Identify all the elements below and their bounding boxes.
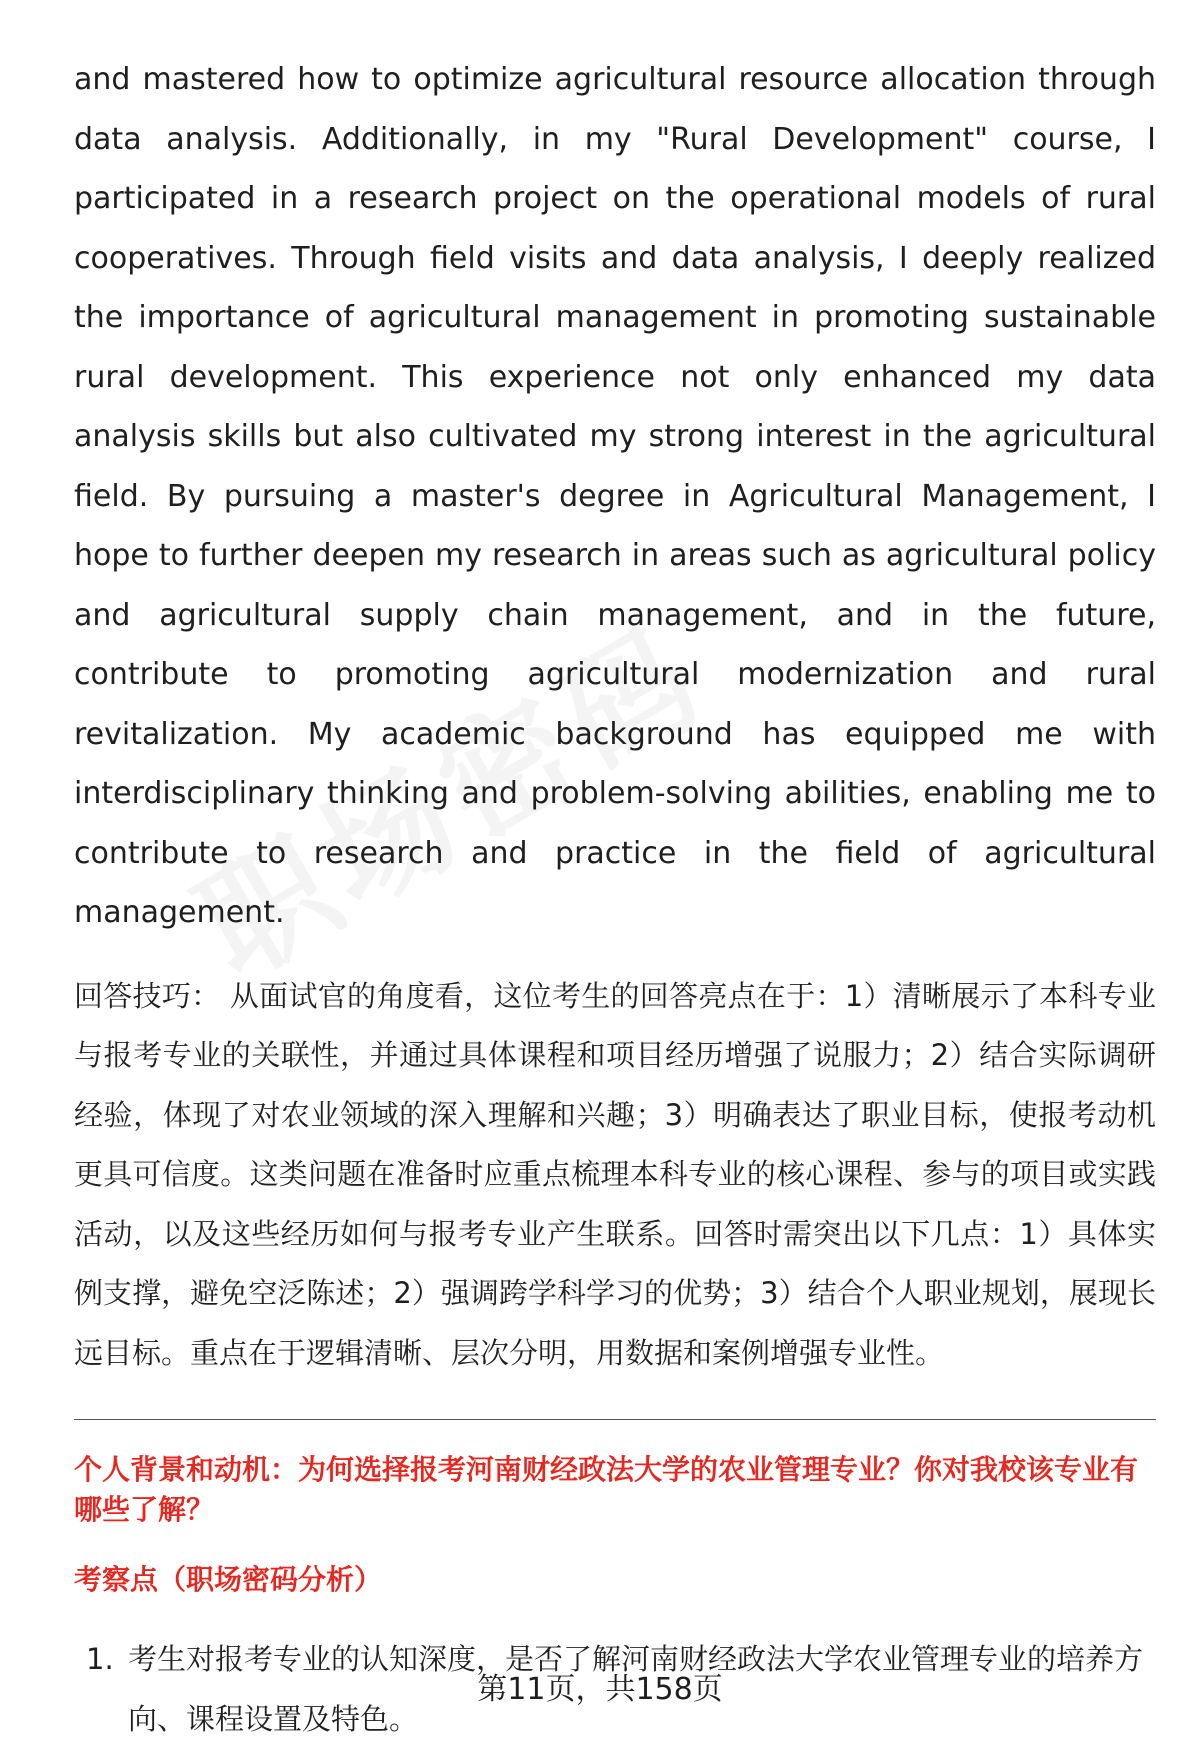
list-item-number: 1.	[86, 1642, 114, 1676]
answer-tips-paragraph: 回答技巧： 从面试官的角度看，这位考生的回答亮点在于：1）清晰展示了本科专业与报考专业的关联性，并通过具体课程和项目经历增强了说服力；2）结合实际调研经验，体现了对农业领域的深入理解和兴趣；3）明确表达了职业目标，使报考动机更具可信度。这类问题在准备时应重点梳理本科专业的核心课程、参与的项目或实践活动，以及这些经历如何与报考专业产生联系。回答时需突出以下几点：1）具体实例支撑，避免空泛陈述；2）强调跨学科学习的优势；3）结合个人职业规划，展现长远目标。重点在于逻辑清晰、层次分明，用数据和案例增强专业性。	[74, 978, 1156, 1370]
list-item-text: 考生对报考专业的认知深度，是否了解河南财经政法大学农业管理专业的培养方向、课程设置及特色。	[128, 1642, 1144, 1736]
question-heading: 个人背景和动机：为何选择报考河南财经政法大学的农业管理专业？你对我校该专业有哪些了解？	[74, 1453, 1139, 1526]
english-answer-paragraph: and mastered how to optimize agricultural resource allocation through data analysis. Additionally, in my "Rural Development" course, I participated in a research project on the operational models of rural cooperatives. Through field visits and data analysis, I deeply realized the importance of agricultural management in promoting sustainable rural development. This experience not only enhanced my data analysis skills but also cultivated my strong interest in the agricultural field. By pursuing a master's degree in Agricultural Management, I hope to further deepen my research in areas such as agricultural policy and agricultural supply chain management, and in the future, contribute to promoting agricultural modernization and rural revitalization. My academic background has equipped me with interdisciplinary thinking and problem-solving abilities, enabling me to contribute to research and practice in the field of agricultural management.	[74, 62, 1156, 930]
page-number-footer: 第11页，共158页	[477, 1672, 723, 1707]
section-divider	[74, 1419, 1156, 1420]
page-content	[74, 50, 1156, 1749]
assessment-points-heading: 考察点（职场密码分析）	[74, 1563, 383, 1596]
